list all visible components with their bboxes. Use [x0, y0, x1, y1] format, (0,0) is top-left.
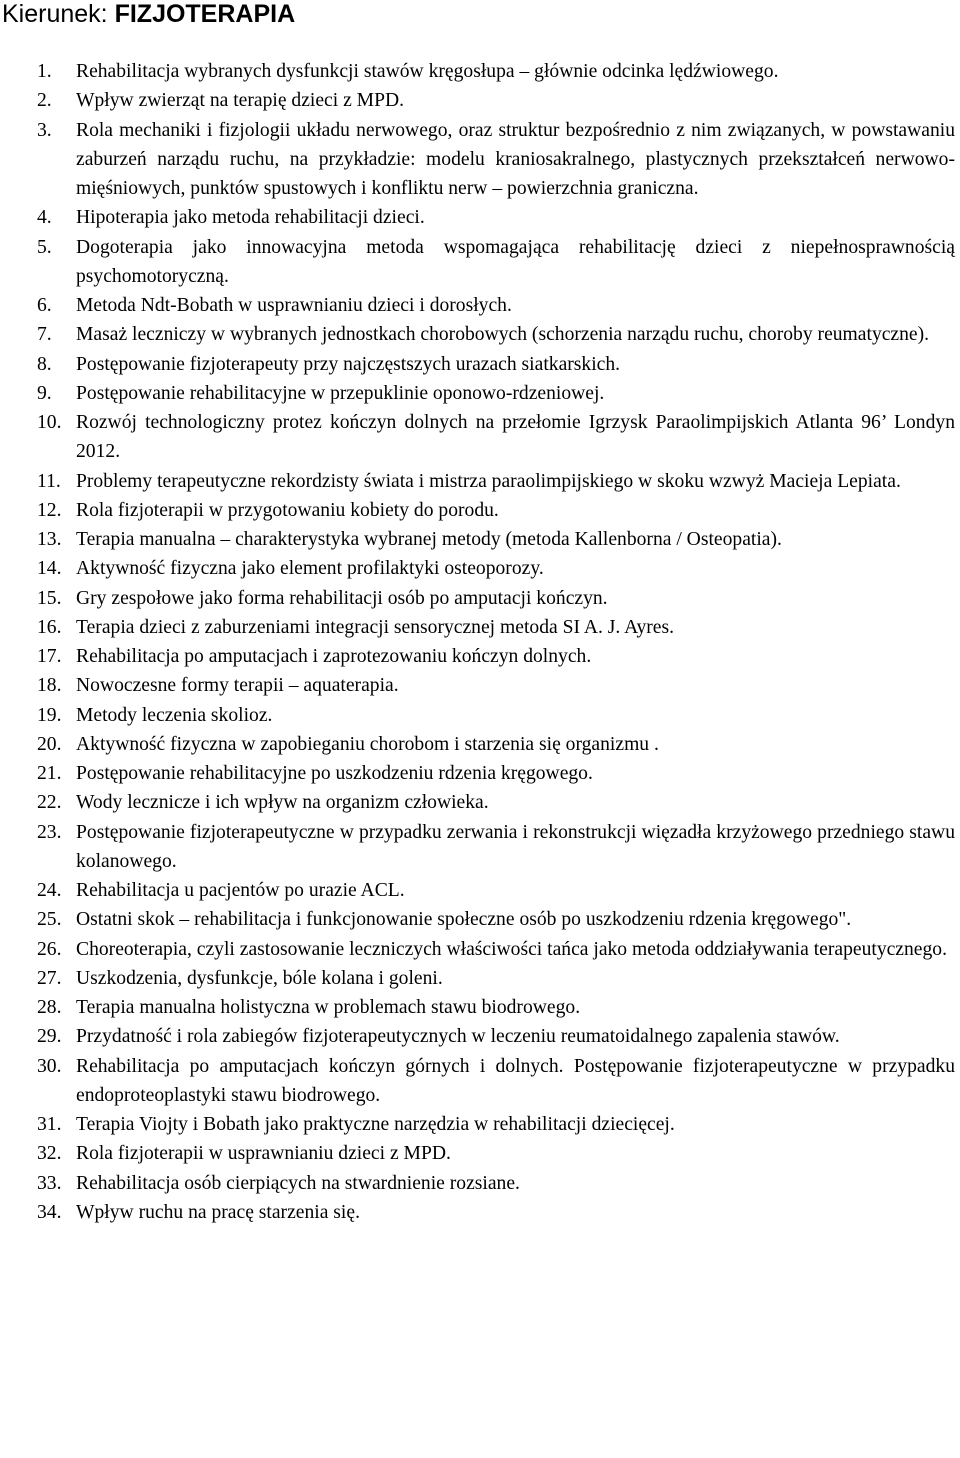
topic-item [0, 905, 955, 934]
topic-number: 13. [37, 529, 62, 550]
topic-item [0, 233, 955, 292]
topic-number: 1. [37, 61, 52, 82]
topic-number: 29. [37, 1026, 62, 1048]
topic-item [0, 993, 955, 1022]
topic-item [0, 1139, 955, 1168]
topic-text: Terapia manualna – charakterystyka wybranej metody (metoda Kallenborna / Osteopatia). [76, 529, 782, 550]
heading-label: Kierunek: [2, 0, 108, 28]
topic-text: Rola fizjoterapii w usprawnianiu dzieci z MPD. [76, 1143, 451, 1165]
topic-text: Aktywność fizyczna jako element profilaktyki osteoporozy. [76, 558, 544, 580]
heading-subject: FIZJOTERAPIA [114, 0, 296, 28]
topic-text: Rozwój technologiczny protez kończyn dolnych na przełomie Igrzysk Paraolimpijskich Atlanta 96’ Londyn 2012. [76, 412, 955, 463]
topic-text: Przydatność i rola zabiegów fizjoterapeutycznych w leczeniu reumatoidalnego zapalenia stawów. [76, 1026, 840, 1048]
topic-item [0, 86, 955, 115]
topic-item [0, 554, 955, 583]
topic-number: 9. [37, 382, 52, 404]
topic-number: 6. [37, 295, 52, 316]
topic-text: Rehabilitacja u pacjentów po urazie ACL. [76, 880, 405, 901]
topic-text: Hipoterapia jako metoda rehabilitacji dzieci. [76, 207, 425, 229]
topic-item [0, 57, 955, 86]
topic-number: 2. [37, 90, 52, 112]
topic-number: 16. [37, 616, 62, 638]
topic-number: 27. [37, 967, 62, 989]
topic-item [0, 818, 955, 877]
page-heading [2, 0, 295, 31]
topic-item [0, 203, 955, 232]
topic-item [0, 642, 955, 671]
topic-text: Postępowanie fizjoterapeuty przy najczęstszych urazach siatkarskich. [76, 353, 621, 375]
topic-item [0, 350, 955, 379]
topic-text: Masaż leczniczy w wybranych jednostkach chorobowych (schorzenia narządu ruchu, choroby reumatyczne). [76, 324, 930, 346]
topic-item [0, 876, 955, 905]
topic-item [0, 730, 955, 759]
topic-number: 34. [37, 1201, 62, 1223]
topic-number: 20. [37, 733, 62, 755]
topic-item [0, 584, 955, 613]
topic-text: Rehabilitacja osób cierpiących na stwardnienie rozsiane. [76, 1172, 520, 1194]
topic-item [0, 467, 955, 496]
topic-item [0, 671, 955, 700]
topic-text: Aktywność fizyczna w zapobieganiu chorobom i starzenia się organizmu . [76, 733, 659, 755]
topic-text: Rehabilitacja po amputacjach i zaprotezowaniu kończyn dolnych. [76, 646, 592, 667]
topic-item [0, 1198, 955, 1227]
topic-text: Terapia dzieci z zaburzeniami integracji sensorycznej metoda SI A. J. Ayres. [76, 616, 675, 638]
topic-text: Wody lecznicze i ich wpływ na organizm człowieka. [76, 792, 489, 814]
topic-text: Problemy terapeutyczne rekordzisty świata i mistrza paraolimpijskiego w skoku wzwyż Macieja Lepiata. [76, 470, 901, 492]
topic-number: 26. [37, 938, 62, 960]
topic-number: 12. [37, 499, 62, 521]
topic-item [0, 496, 955, 525]
topic-number: 22. [37, 792, 62, 814]
topic-number: 33. [37, 1172, 62, 1194]
topic-text: Metoda Ndt-Bobath w usprawnianiu dzieci i dorosłych. [76, 295, 512, 316]
topic-number: 10. [37, 412, 62, 433]
topic-text: Choreoterapia, czyli zastosowanie leczniczych właściwości tańca jako metoda oddziaływania terapeutycznego. [76, 938, 947, 960]
topic-text: Wpływ ruchu na pracę starzenia się. [76, 1201, 360, 1223]
topic-item [0, 116, 955, 204]
topic-item [0, 525, 955, 554]
topic-number: 7. [37, 324, 52, 346]
topic-item [0, 1022, 955, 1051]
topic-text: Rehabilitacja po amputacjach kończyn górnych i dolnych. Postępowanie fizjoterapeutyczne w przypadku endoproteoplastyki stawu biodrowego. [76, 1055, 955, 1106]
topic-number: 14. [37, 558, 62, 580]
topic-item [0, 788, 955, 817]
topic-number: 5. [37, 236, 52, 258]
topic-text: Terapia Viojty i Bobath jako praktyczne narzędzia w rehabilitacji dziecięcej. [76, 1114, 675, 1135]
topic-text: Postępowanie rehabilitacyjne po uszkodzeniu rdzenia kręgowego. [76, 763, 593, 784]
topic-text: Rola fizjoterapii w przygotowaniu kobiety do porodu. [76, 499, 499, 521]
topic-item [0, 291, 955, 320]
topic-text: Rola mechaniki i fizjologii układu nerwowego, oraz struktur bezpośrednio z nim związanych, w powstawaniu zaburzeń narządu ruchu, na przykładzie: modelu kraniosakralnego, plastycznych przekształceń nerwowo-mięśniowych, punktów spustowych i konfliktu nerw – powierzchnia graniczna. [76, 119, 955, 199]
topic-item [0, 701, 955, 730]
topic-text: Ostatni skok – rehabilitacja i funkcjonowanie społeczne osób po uszkodzeniu rdzenia kręgowego". [76, 909, 852, 931]
topic-number: 23. [37, 821, 62, 843]
topic-item [0, 935, 955, 964]
topic-number: 3. [37, 119, 52, 141]
topic-number: 21. [37, 763, 62, 784]
topic-text: Rehabilitacja wybranych dysfunkcji stawów kręgosłupa – głównie odcinka lędźwiowego. [76, 61, 779, 82]
topic-list [0, 57, 955, 1227]
topic-text: Nowoczesne formy terapii – aquaterapia. [76, 675, 399, 697]
topic-text: Gry zespołowe jako forma rehabilitacji osób po amputacji kończyn. [76, 587, 608, 609]
topic-item [0, 1110, 955, 1139]
topic-number: 11. [37, 470, 61, 492]
topic-item [0, 379, 955, 408]
topic-item [0, 759, 955, 788]
topic-text: Wpływ zwierząt na terapię dzieci z MPD. [76, 90, 405, 112]
topic-number: 19. [37, 704, 62, 726]
topic-item [0, 1169, 955, 1198]
topic-number: 25. [37, 909, 62, 931]
topic-item [0, 1052, 955, 1111]
topic-number: 24. [37, 880, 62, 901]
topic-text: Dogoterapia jako innowacyjna metoda wspomagająca rehabilitację dzieci z niepełnosprawnością psychomotoryczną. [76, 236, 955, 287]
topic-number: 32. [37, 1143, 62, 1165]
topic-number: 4. [37, 207, 52, 229]
topic-number: 31. [37, 1114, 62, 1135]
topic-item [0, 408, 955, 467]
topic-item [0, 964, 955, 993]
topic-number: 30. [37, 1055, 62, 1077]
topic-text: Postępowanie rehabilitacyjne w przepuklinie oponowo-rdzeniowej. [76, 382, 605, 404]
topic-number: 17. [37, 646, 62, 667]
topic-number: 28. [37, 997, 62, 1018]
topic-number: 18. [37, 675, 62, 697]
topic-text: Uszkodzenia, dysfunkcje, bóle kolana i goleni. [76, 967, 443, 989]
topic-item [0, 613, 955, 642]
topic-number: 8. [37, 353, 52, 375]
topic-number: 15. [37, 587, 62, 609]
topic-text: Postępowanie fizjoterapeutyczne w przypadku zerwania i rekonstrukcji więzadła krzyżowego przedniego stawu kolanowego. [76, 821, 955, 872]
topic-text: Metody leczenia skolioz. [76, 704, 273, 726]
topic-text: Terapia manualna holistyczna w problemach stawu biodrowego. [76, 997, 581, 1018]
topic-item [0, 320, 955, 349]
